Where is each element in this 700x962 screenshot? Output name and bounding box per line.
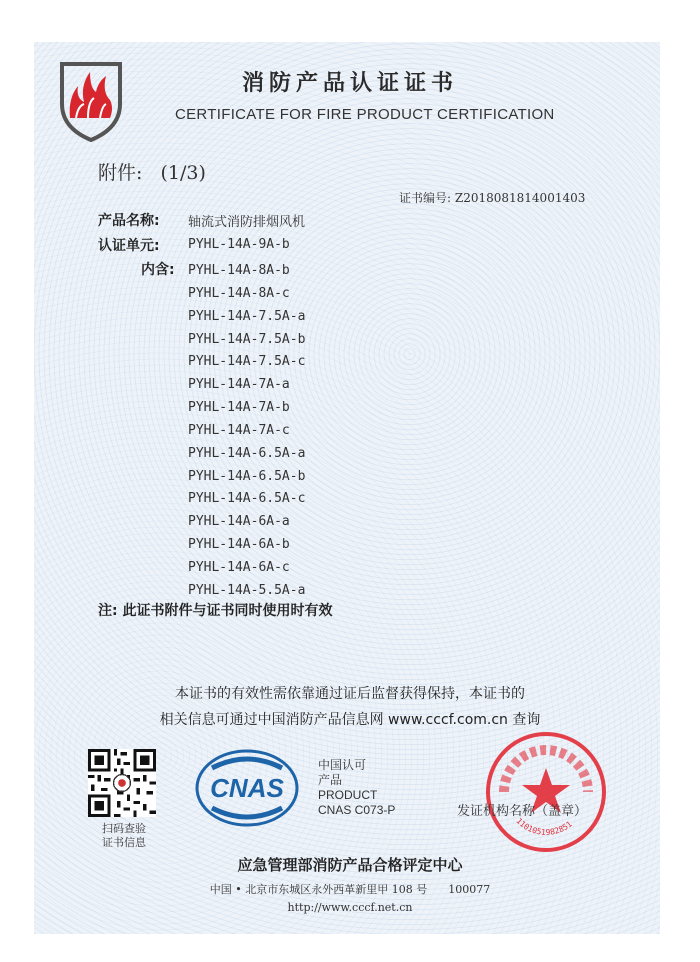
model-item: PYHL-14A-7A-b: [188, 400, 290, 416]
contains-label: 内含:: [141, 262, 175, 278]
cnas-line-3: PRODUCT: [318, 788, 378, 802]
model-item: PYHL-14A-7.5A-b: [188, 331, 306, 347]
model-item: PYHL-14A-5.5A-a: [188, 582, 306, 598]
cnas-accreditation-text: [318, 758, 395, 818]
model-item: PYHL-14A-8A-b: [188, 263, 290, 278]
qr-code: [88, 749, 156, 817]
certificate-number: [399, 189, 585, 206]
model-item: PYHL-14A-7.5A-a: [188, 308, 306, 324]
unit-label: 认证单元:: [98, 238, 160, 254]
certificate-number-label: 证书编号:: [399, 191, 452, 205]
model-item: PYHL-14A-7A-a: [188, 377, 290, 393]
annex-page: (1/3): [160, 162, 206, 184]
cnas-logo-text: CNAS: [210, 773, 284, 803]
certificate-number-value: Z2018081814001403: [454, 191, 586, 205]
product-name-value: 轴流式消防排烟风机: [188, 215, 306, 230]
unit-value: PYHL-14A-9A-b: [188, 237, 290, 252]
model-list: [188, 262, 305, 605]
issuer-address: 中国 • 北京市东城区永外西革新里甲 108 号 100077: [209, 883, 491, 896]
qr-caption-line-1: 扫码查验: [102, 822, 146, 835]
certificate-title-en: CERTIFICATE FOR FIRE PRODUCT CERTIFICATION: [175, 106, 555, 123]
cnas-line-1: 中国认可: [318, 758, 367, 772]
product-name-label: 产品名称:: [98, 213, 160, 229]
cnas-line-4: CNAS C073-P: [318, 803, 396, 817]
model-item: PYHL-14A-6A-b: [188, 537, 290, 553]
model-item: PYHL-14A-6A-a: [188, 514, 290, 530]
model-item: PYHL-14A-7A-c: [188, 422, 290, 438]
model-item: PYHL-14A-8A-c: [188, 285, 290, 301]
validity-line-1: 本证书的有效性需依靠通过证后监督获得保持，本证书的: [175, 686, 525, 702]
cnas-line-2: 产品: [318, 773, 343, 787]
validity-note: 注: 此证书附件与证书同时使用时有效: [98, 603, 333, 619]
certificate-title-cn: 消防产品认证证书: [241, 71, 458, 96]
model-item: PYHL-14A-6.5A-a: [188, 445, 306, 461]
model-item: PYHL-14A-6.5A-c: [188, 491, 306, 507]
model-item: PYHL-14A-7.5A-c: [188, 354, 306, 370]
issuer-label: 发证机构名称（盖章）: [457, 804, 588, 819]
issuing-center-name: 应急管理部消防产品合格评定中心: [237, 856, 463, 874]
validity-line-2: 相关信息可通过中国消防产品信息网 www.cccf.com.cn 查询: [159, 712, 541, 728]
seal-serial: 1101051982851: [514, 816, 574, 837]
annex-heading: [98, 158, 206, 185]
svg-text:1101051982851: [514, 816, 573, 837]
issuer-website: http://www.cccf.net.cn: [287, 901, 413, 914]
annex-label: 附件:: [98, 162, 143, 184]
cnas-logo: [194, 748, 300, 828]
qr-caption: [95, 822, 153, 850]
qr-caption-line-2: 证书信息: [102, 836, 146, 849]
model-item: PYHL-14A-6A-c: [188, 559, 290, 575]
model-item: PYHL-14A-6.5A-b: [188, 468, 306, 484]
official-seal: [482, 728, 610, 856]
